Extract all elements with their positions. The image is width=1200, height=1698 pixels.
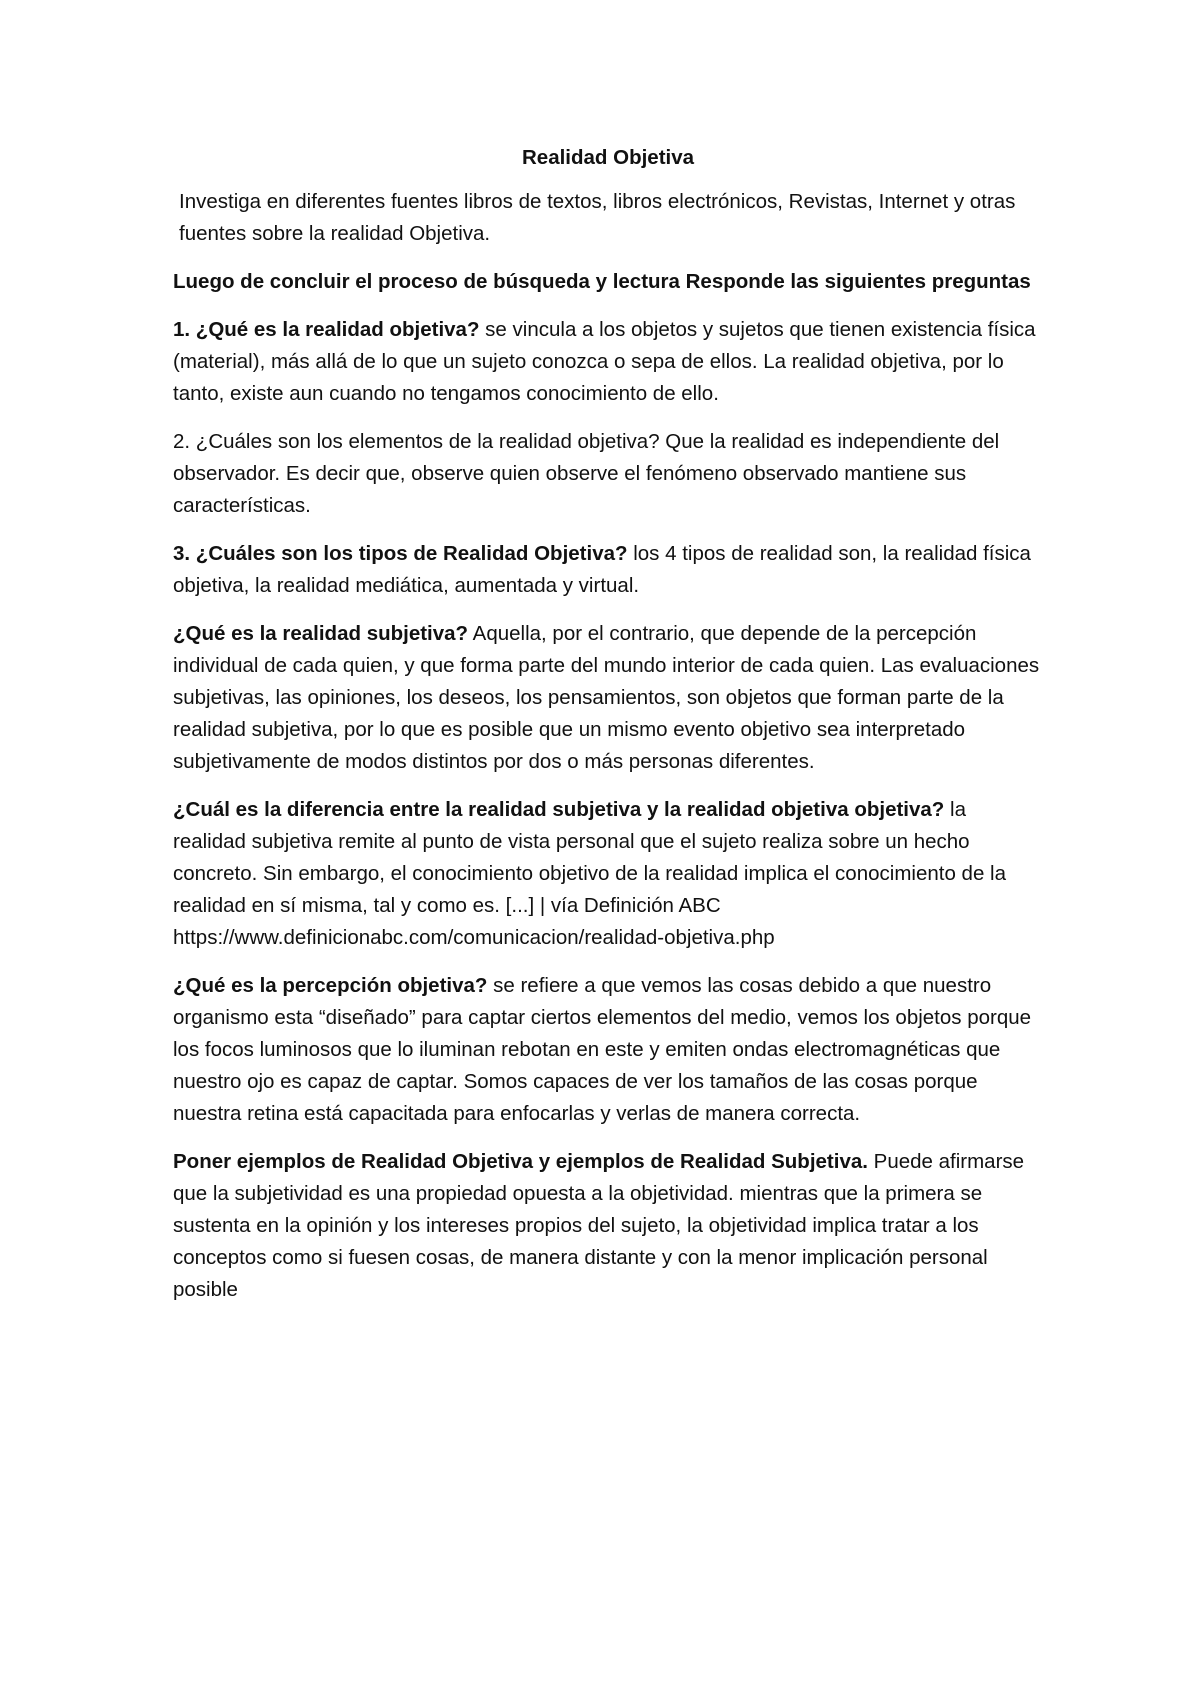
question-2-text: 2. ¿Cuáles son los elementos de la realidad objetiva? Que la realidad es independiente del observador. Es decir que, observe quien observe el fenómeno observado mantiene sus características. <box>173 430 1000 517</box>
question-5-paragraph <box>173 794 1043 954</box>
question-5: ¿Cuál es la diferencia entre la realidad subjetiva y la realidad objetiva objetiva? <box>173 798 945 821</box>
question-4: ¿Qué es la realidad subjetiva? <box>173 622 469 645</box>
question-3-paragraph <box>173 538 1043 602</box>
question-4-paragraph <box>173 618 1043 778</box>
question-7: Poner ejemplos de Realidad Objetiva y ejemplos de Realidad Subjetiva. <box>173 1150 868 1173</box>
instruction-text: Luego de concluir el proceso de búsqueda y lectura Responde las siguientes preguntas <box>173 270 1031 293</box>
answer-4: Aquella, por el contrario, que depende de la percepción individual de cada quien, y que forma parte del mundo interior de cada quien. Las evaluaciones subjetivas, las opiniones, los deseos, los pensamientos, son objetos que forman parte de la realidad subjetiva, por lo que es posible que un mismo evento objetivo sea interpretado subjetivamente de modos distintos por dos o más personas diferentes. <box>173 622 1040 773</box>
question-3: 3. ¿Cuáles son los tipos de Realidad Objetiva? <box>173 542 628 565</box>
instruction-paragraph <box>173 266 1043 298</box>
answer-3: los 4 tipos de realidad son, la realidad física objetiva, la realidad mediática, aumentada y virtual. <box>173 542 1031 597</box>
answer-7: Puede afirmarse que la subjetividad es una propiedad opuesta a la objetividad. mientras que la primera se sustenta en la opinión y los intereses propios del sujeto, la objetividad implica tratar a los conceptos como si fuesen cosas, de manera distante y con la menor implicación personal posible <box>173 1150 1025 1301</box>
question-1: 1. ¿Qué es la realidad objetiva? <box>173 318 480 341</box>
question-7-paragraph <box>173 1146 1043 1306</box>
document-title: Realidad Objetiva <box>521 146 695 169</box>
answer-1: se vincula a los objetos y sujetos que tienen existencia física (material), más allá de lo que un sujeto conozca o sepa de ellos. La realidad objetiva, por lo tanto, existe aun cuando no tengamos conocimiento de ello. <box>173 318 1036 405</box>
intro-paragraph: Investiga en diferentes fuentes libros de textos, libros electrónicos, Revistas, Internet y otras fuentes sobre la realidad Objetiva. <box>179 190 1016 245</box>
question-6-paragraph <box>173 970 1043 1130</box>
question-2-paragraph <box>173 426 1043 522</box>
answer-5: la realidad subjetiva remite al punto de vista personal que el sujeto realiza sobre un hecho concreto. Sin embargo, el conocimiento objetivo de la realidad implica el conocimiento de la realidad en sí misma, tal y como es. [...] | vía Definición ABC https://www.definicionabc.com/comunicacion/realidad-objetiva.php <box>173 798 1006 949</box>
question-1-paragraph <box>173 314 1043 410</box>
question-6: ¿Qué es la percepción objetiva? <box>173 974 488 997</box>
answer-6: se refiere a que vemos las cosas debido a que nuestro organismo esta “diseñado” para captar ciertos elementos del medio, vemos los objetos porque los focos luminosos que lo iluminan rebotan en este y emiten ondas electromagnéticas que nuestro ojo es capaz de captar. Somos capaces de ver los tamaños de las cosas porque nuestra retina está capacitada para enfocarlas y verlas de manera correcta. <box>173 974 1032 1125</box>
document-body <box>173 142 1043 1322</box>
